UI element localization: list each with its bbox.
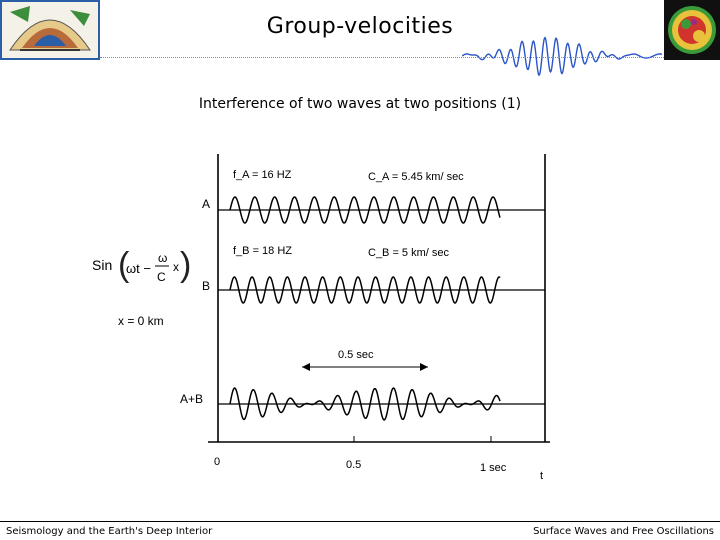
time-axis-label: t	[540, 470, 544, 482]
formula-x: x	[173, 260, 179, 274]
formula-omega: ω	[158, 251, 168, 265]
time-tick-0: 0	[214, 456, 221, 468]
seismogram-trace-decoration	[462, 34, 662, 78]
interval-label: 0.5 sec	[338, 349, 374, 361]
wave-a	[202, 169, 545, 223]
wave-b-frequency: f_B = 18 HZ	[233, 245, 293, 257]
footer-lecture-title: Surface Waves and Free Oscillations	[533, 526, 714, 537]
wave-a-frequency: f_A = 16 HZ	[233, 169, 292, 181]
wave-b	[202, 245, 545, 303]
wave-interference-figure	[80, 140, 660, 485]
logo-right-image	[664, 0, 720, 60]
wave-b-label: B	[202, 279, 211, 293]
wave-b-velocity: C_B = 5 km/ sec	[368, 247, 450, 259]
interval-marker	[302, 349, 428, 371]
formula-c: C	[157, 270, 166, 284]
logo-left-image	[0, 0, 100, 60]
formula-sin: Sin	[92, 257, 113, 273]
slide-subtitle: Interference of two waves at two positions (1)	[198, 96, 522, 112]
wave-a-velocity: C_A = 5.45 km/ sec	[368, 171, 464, 183]
formula-omega-t: ωt −	[126, 261, 151, 276]
position-label: x = 0 km	[118, 314, 164, 328]
wave-sum-label: A+B	[180, 392, 204, 406]
time-axis	[214, 436, 543, 482]
footer-rule	[0, 521, 720, 522]
wave-sum	[180, 388, 545, 420]
time-tick-1: 1 sec	[480, 462, 507, 474]
wave-a-label: A	[202, 197, 211, 211]
time-tick-0-5: 0.5	[346, 459, 362, 471]
footer-course-title: Seismology and the Earth's Deep Interior	[6, 526, 213, 537]
svg-text:(: (	[118, 246, 130, 284]
sine-formula	[92, 246, 191, 328]
svg-text:): )	[180, 246, 192, 284]
slide-title: Group-velocities	[266, 14, 454, 39]
header-rule	[100, 57, 664, 58]
